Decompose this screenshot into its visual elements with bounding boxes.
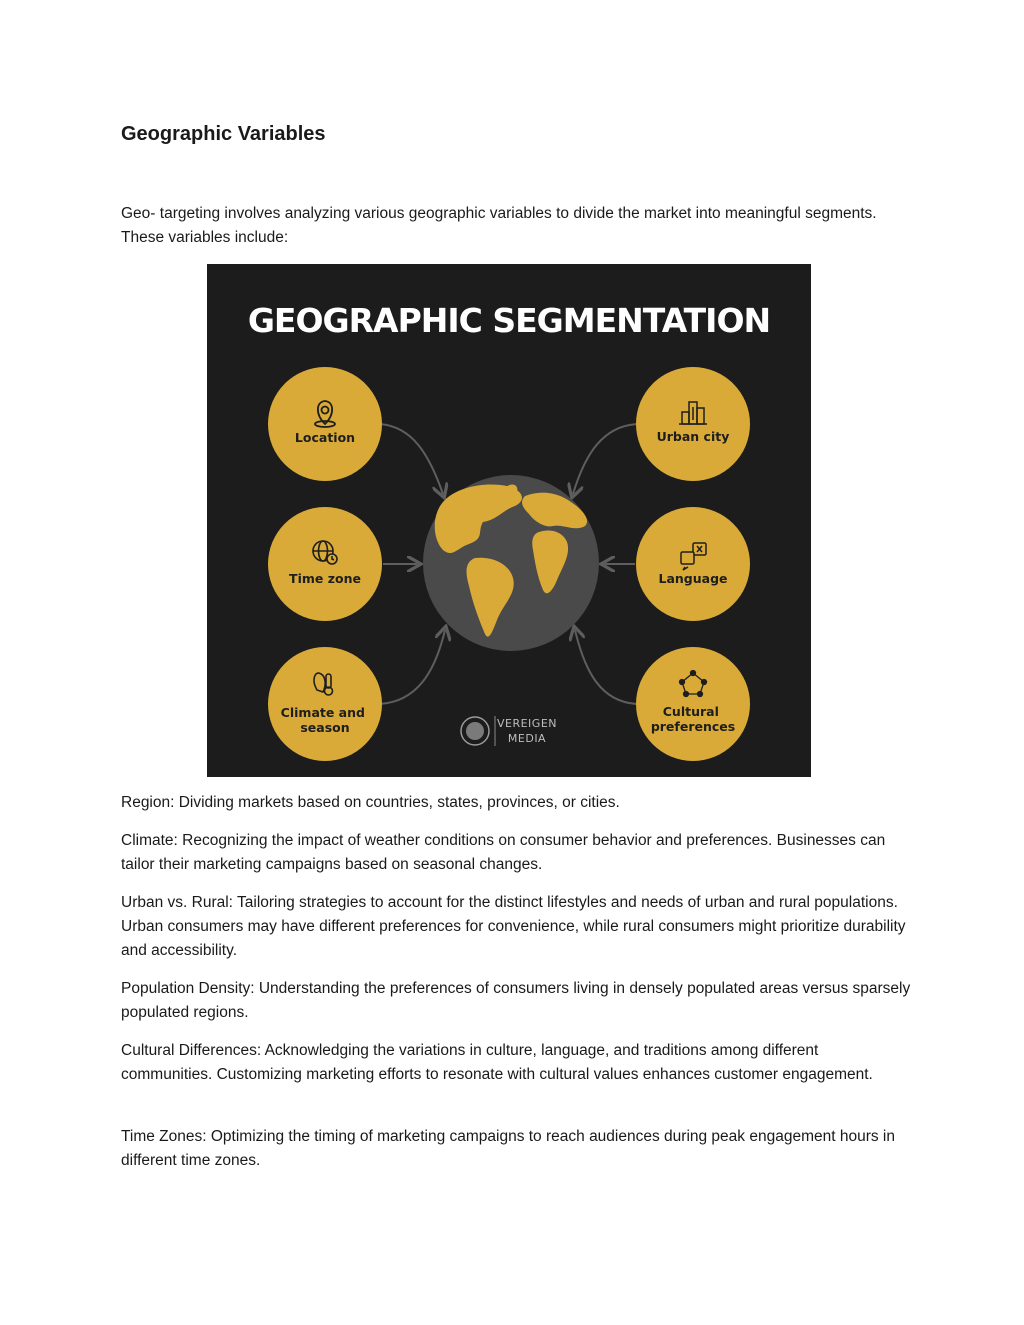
- intro-paragraph: Geo- targeting involves analyzing various geographic variables to divide the market into meaningful segments. These variables include:: [121, 205, 877, 246]
- vereigen-media-logo: [461, 716, 557, 746]
- page-title: Geographic Variables: [121, 123, 326, 145]
- logo-line-1: VEREIGEN: [496, 717, 558, 730]
- segmentation-infographic: [207, 264, 811, 777]
- segment-location: [268, 367, 382, 481]
- paragraph-urban-rural: Urban vs. Rural: Tailoring strategies to account for the distinct lifestyles and needs of urban and rural populations. Urban consumers may have different preferences for convenience, while rural consumers might prioritize durability and accessibility.: [121, 894, 906, 959]
- infographic-banner: GEOGRAPHIC SEGMENTATION: [247, 301, 771, 340]
- segment-label-time-zone: Time zone: [289, 571, 361, 586]
- segment-urban-city: [636, 367, 750, 481]
- segment-language: [636, 507, 750, 621]
- segment-label-urban: Urban city: [656, 429, 730, 444]
- paragraph-population-density: Population Density: Understanding the preferences of consumers living in densely populated areas versus sparsely populated regions.: [121, 980, 911, 1021]
- segment-label-language: Language: [658, 571, 728, 586]
- globe-illustration: [423, 475, 599, 651]
- segment-label-cultural: Cultural preferences: [650, 704, 736, 734]
- segment-cultural-preferences: [636, 647, 750, 761]
- paragraph-time-zones: Time Zones: Optimizing the timing of marketing campaigns to reach audiences during peak engagement hours in different time zones.: [121, 1128, 895, 1169]
- segment-climate-season: [268, 647, 382, 761]
- logo-line-2: MEDIA: [507, 732, 547, 745]
- infographic-canvas: [207, 264, 811, 777]
- segment-time-zone: [268, 507, 382, 621]
- paragraph-cultural-differences: Cultural Differences: Acknowledging the variations in culture, language, and traditions among different communities. Customizing marketing efforts to resonate with cultural values enhances customer engagement.: [121, 1042, 873, 1083]
- segment-label-location: Location: [294, 430, 356, 445]
- segment-label-climate: Climate and season: [280, 705, 365, 735]
- paragraph-climate: Climate: Recognizing the impact of weather conditions on consumer behavior and preferences. Businesses can tailor their marketing campaigns based on seasonal changes.: [121, 832, 886, 873]
- paragraph-region: Region: Dividing markets based on countries, states, provinces, or cities.: [121, 794, 620, 811]
